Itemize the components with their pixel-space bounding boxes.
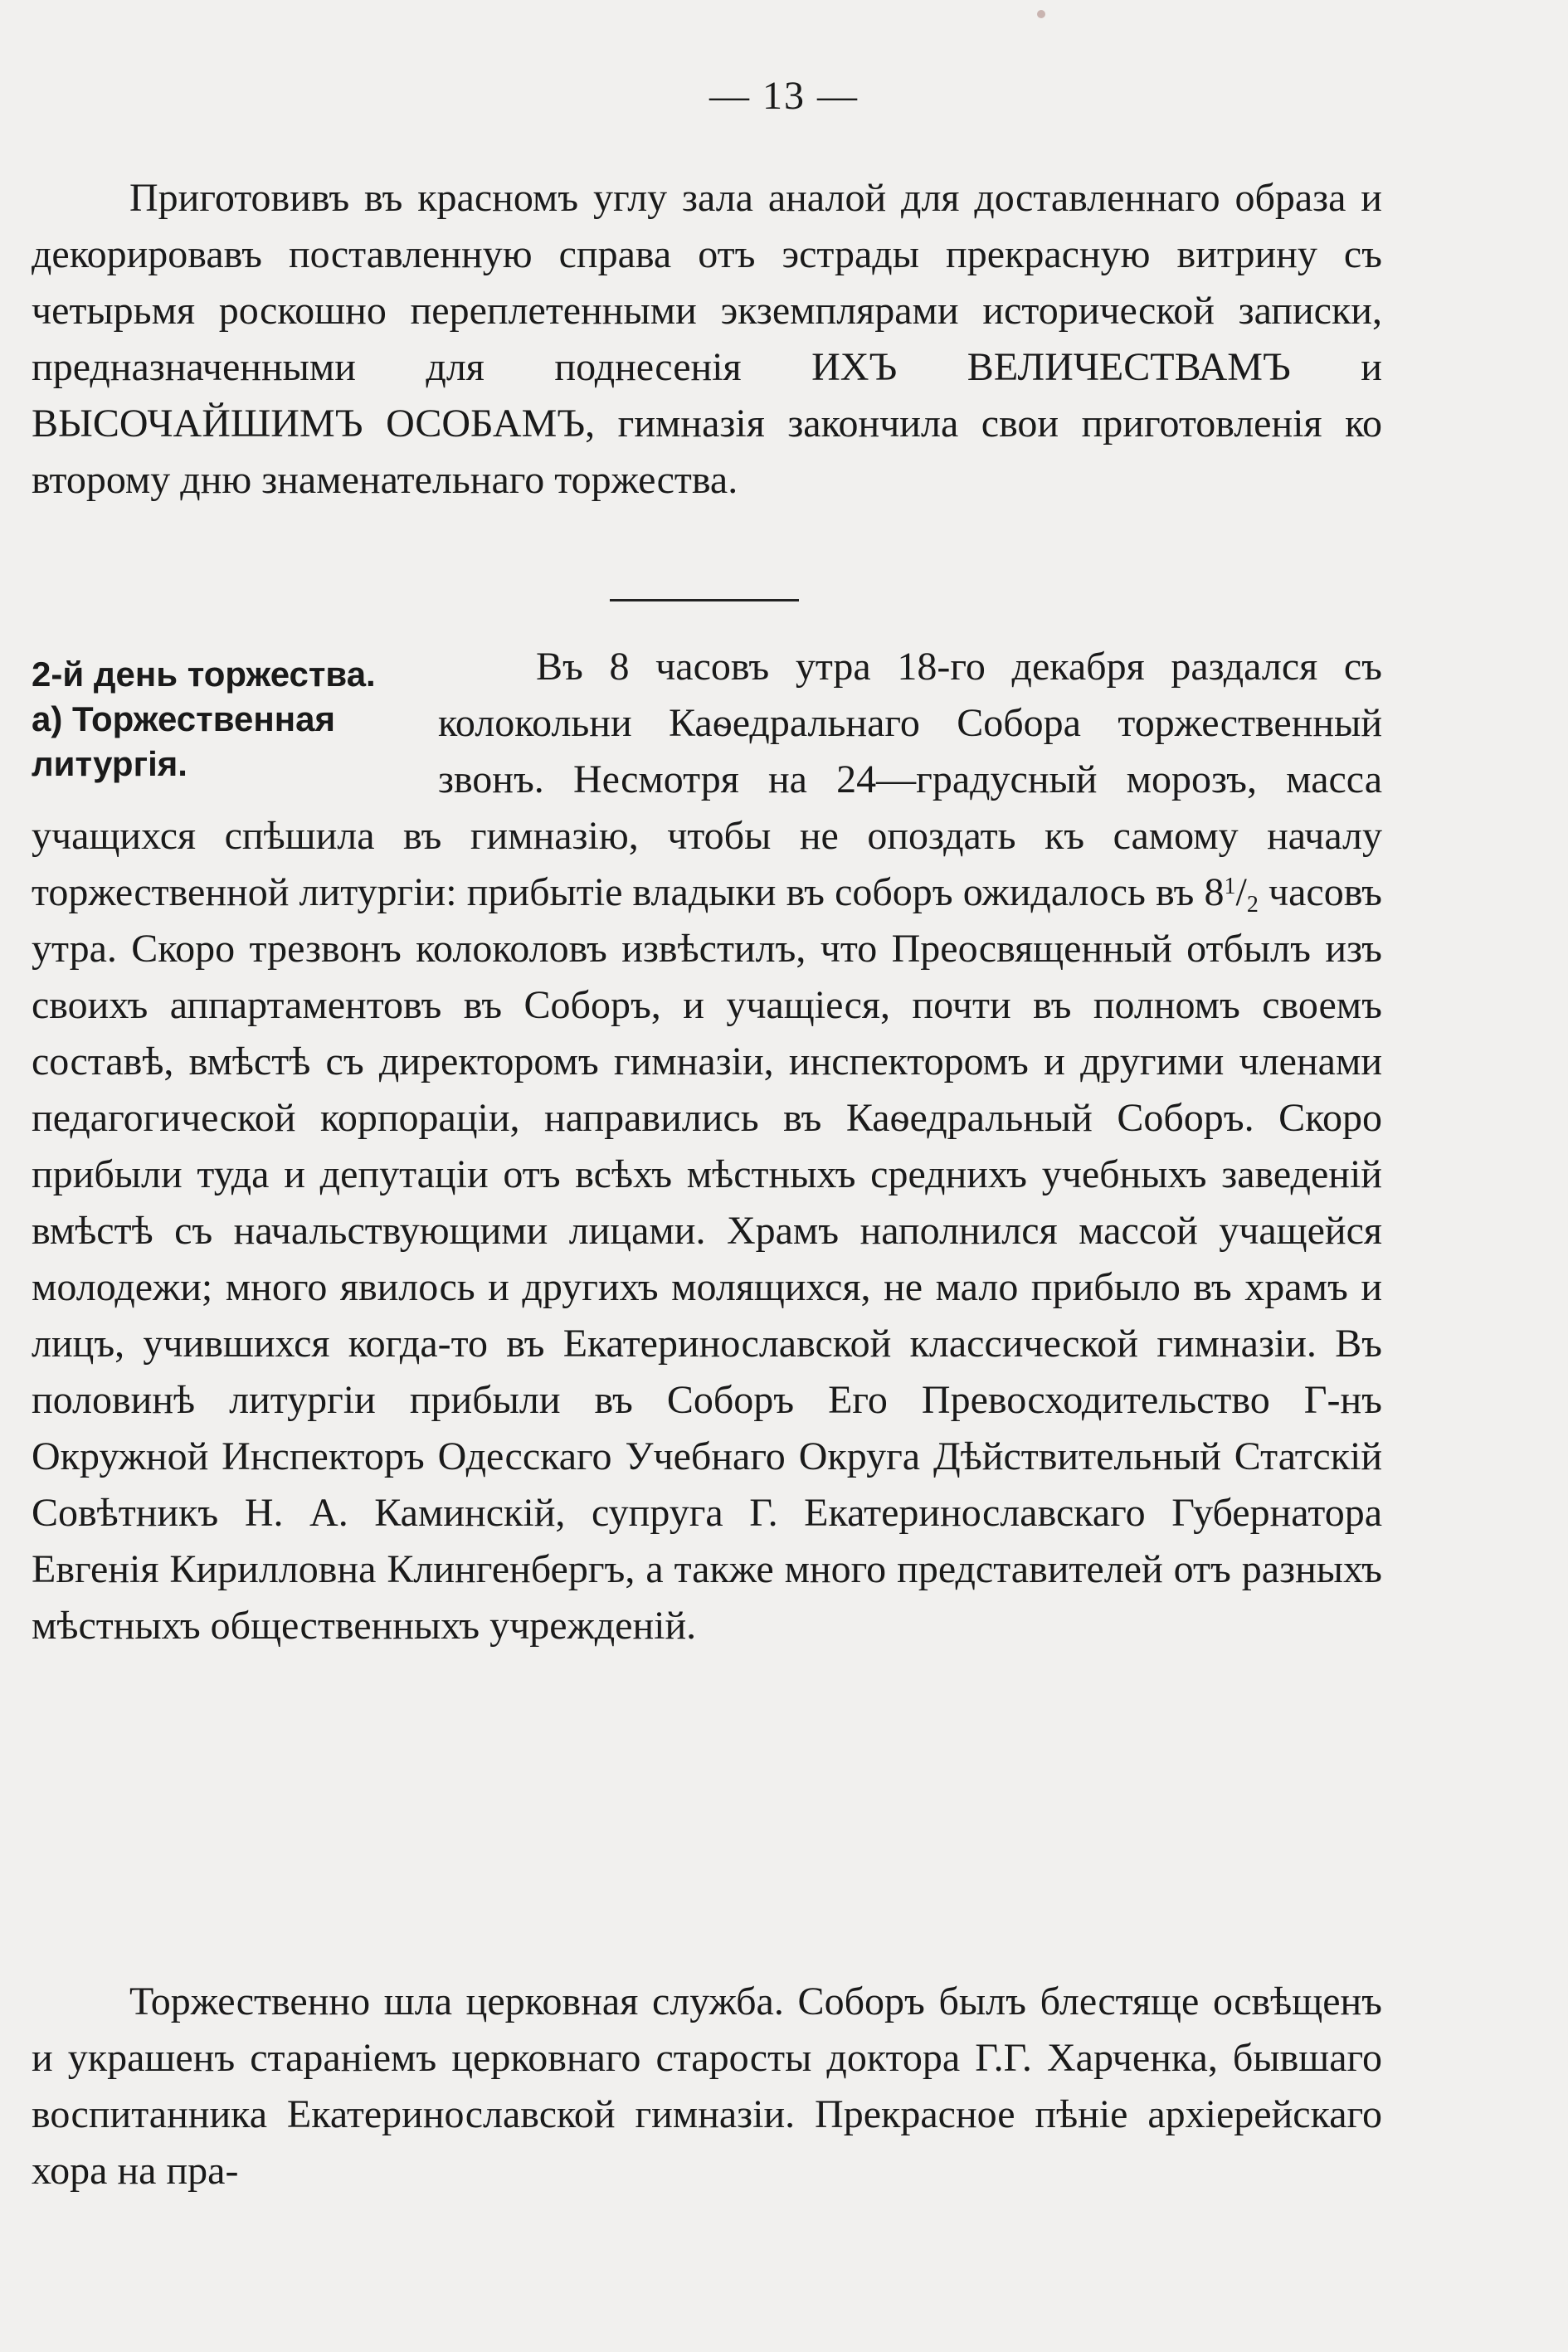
paragraph-1: Приготовивъ въ красномъ углу зала аналой для доставленнаго образа и декорировавъ поставленную справа отъ эстрады прекрасную витрину съ четырьмя роскошно переплетенными экземплярами исторической записки, предназначенными для поднесенія ИХЪ ВЕЛИЧЕСТВАМЪ и ВЫСОЧАЙШИМЪ ОСОБАМЪ, гимназія закончила свои приготовленія ко второму дню знаменательнаго торжества. <box>32 176 1382 502</box>
paragraph-2-after-fraction: часовъ утра. Скоро трезвонъ колоколовъ извѣстилъ, что Преосвященный отбылъ изъ своихъ аппартаментовъ въ Соборъ, и учащіеся, почти въ полномъ своемъ составѣ, вмѣстѣ съ директоромъ гимназіи, инспекторомъ и другими членами педагогической корпораціи, направились въ Каѳедральный Соборъ. Скоро прибыли туда и депутаціи отъ всѣхъ мѣстныхъ среднихъ учебныхъ заведеній вмѣстѣ съ начальствующими лицами. Храмъ наполнился массой учащейся молодежи; много явилось и другихъ молящихся, не мало прибыло въ храмъ и лицъ, учившихся когда-то въ Екатеринославской классической гимназіи. Въ половинѣ литургіи прибыли въ Соборъ Его Превосходительство Г-нъ Окружной Инспекторъ Одесскаго Учебнаго Округа Дѣйствительный Статскій Совѣтникъ Н. А. Каминскій, супруга Г. Екатеринославскаго Губернатора Евгенія Кирилловна Клингенбергъ, а также много представителей отъ разныхъ мѣстныхъ общественныхъ учрежденій. <box>32 870 1382 1648</box>
side-heading: 2-й день торжества. а) Торжественная литургія. <box>32 655 376 783</box>
paragraph-1-block <box>32 170 1382 509</box>
paragraph-2-before-fraction: Въ 8 часовъ утра 18-го декабря раздался съ колокольни Каѳедральнаго Собора торжественный звонъ. Несмотря на 24—градусный морозъ, масса учащихся спѣшила въ гимназію, чтобы не опоздать къ самому началу торжественной литургіи: прибытіе владыки въ соборъ ожидалось въ 8 <box>32 645 1382 914</box>
fraction-numerator: 1 <box>1224 874 1236 899</box>
paragraph-2-block <box>32 639 1382 1654</box>
paragraph-3-block <box>32 1974 1382 2199</box>
paper-spot <box>1037 10 1045 18</box>
fraction-denominator: 2 <box>1246 892 1259 918</box>
section-divider <box>610 599 799 601</box>
paragraph-2: Въ 8 часовъ утра 18-го декабря раздался съ колокольни Каѳедральнаго Собора торжественный звонъ. Несмотря на 24—градусный морозъ, масса учащихся спѣшила въ гимназію, чтобы не опоздать къ самому началу торжественной литургіи: прибытіе владыки въ соборъ ожидалось въ $8^1/2$ часовъ утра. Скоро трезвонъ колоколовъ извѣстилъ, что Преосвященный отбылъ изъ своихъ аппартаментовъ въ Соборъ, и учащіеся, почти въ полномъ своемъ составѣ, вмѣстѣ съ директоромъ гимназіи, инспекторомъ и другими членами педагогической корпораціи, направились въ Каѳедральный Соборъ. Скоро прибыли туда и депутаціи отъ всѣхъ мѣстныхъ среднихъ учебныхъ заведеній вмѣстѣ съ начальствующими лицами. Храмъ наполнился массой учащейся молодежи; много явилось и другихъ молящихся, не мало прибыло въ храмъ и лицъ, учившихся когда-то въ Екатеринославской классической гимназіи. Въ половинѣ литургіи прибыли въ Соборъ Его Превосходительство Г-нъ Окружной Инспекторъ Одесскаго Учебнаго Округа Дѣйствительный Статскій Совѣтникъ Н. А. Каминскій, супруга Г. Екатеринославскаго Губернатора Евгенія Кирилловна Клингенбергъ, а также много представителей отъ разныхъ мѣстныхъ общественныхъ учрежденій. <box>32 645 1382 1648</box>
page-number: — 13 — <box>709 74 859 118</box>
paragraph-3: Торжественно шла церковная служба. Соборъ былъ блестяще освѣщенъ и украшенъ стараніемъ церковнаго старосты доктора Г.Г. Харченка, бывшаго воспитанника Екатеринославской гимназіи. Прекрасное пѣніе архіерейскаго хора на пра- <box>32 1979 1382 2193</box>
